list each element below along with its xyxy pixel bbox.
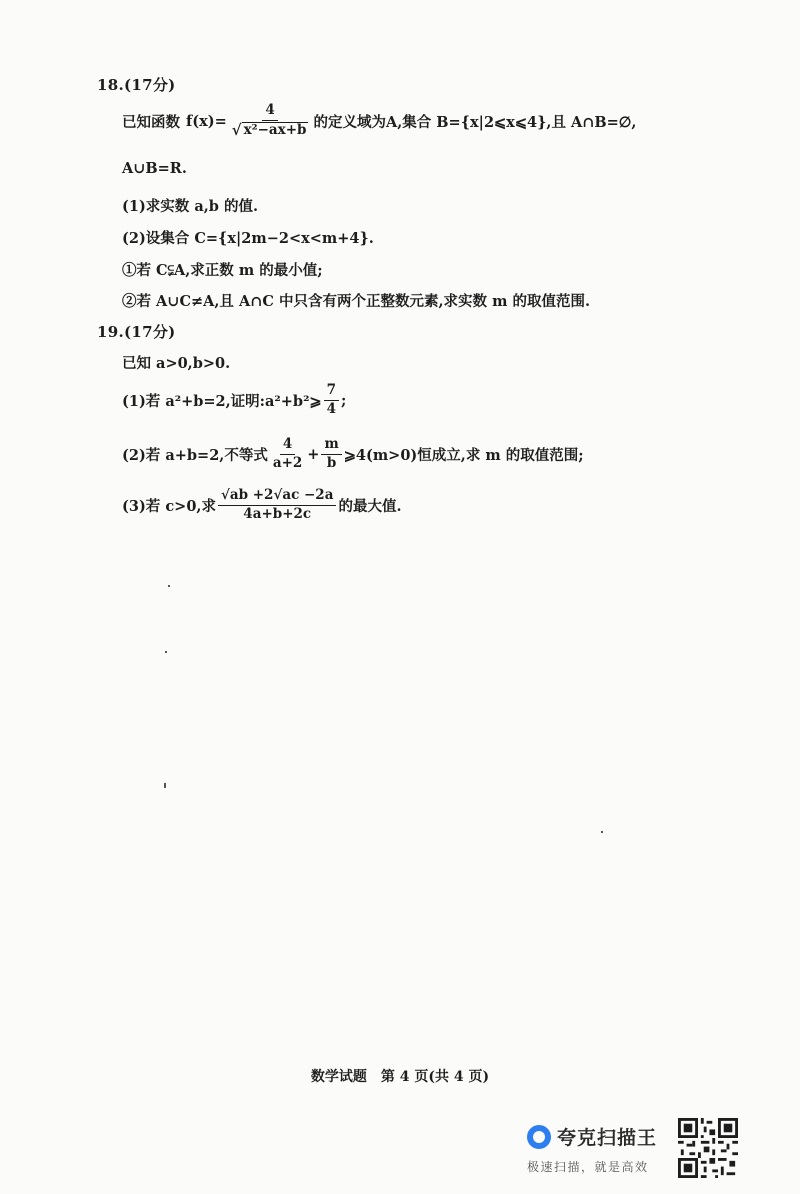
q19-part2-plus: + [307, 445, 320, 463]
quark-logo-icon [527, 1125, 551, 1149]
page-footer: 数学试题 第 4 页(共 4 页) [310, 1069, 490, 1085]
q18-part2-sub2: ②若 A∪C≠A,且 A∩C 中只含有两个正整数元素,求实数 m 的取值范围. [122, 293, 591, 310]
q19-part1 [122, 380, 346, 420]
q19-part3-end: 的最大值. [338, 497, 402, 515]
brand-tagline: 极速扫描，就是高效 [527, 1160, 649, 1174]
q18-radicand: x²−ax+b [243, 122, 307, 139]
q19-part2-text: (2)若 a+b=2,不等式 [122, 446, 268, 464]
q19-part1-den: 4 [326, 400, 336, 417]
scanner-watermark [525, 1120, 675, 1180]
q19-part1-num: 7 [324, 383, 339, 401]
sqrt-symbol: √ [231, 120, 242, 139]
q18-part1: (1)求实数 a,b 的值. [122, 198, 259, 215]
q19-part2-fraction2 [321, 437, 341, 471]
q19-part3 [122, 485, 402, 525]
q18-stem-line [122, 100, 636, 142]
q19-part3-den: 4a+b+2c [243, 505, 312, 522]
q18-stem-cont: A∪B=R. [122, 160, 187, 177]
scan-speck [601, 831, 603, 833]
q18-fraction-numerator: 4 [262, 103, 277, 121]
q19-part1-fraction [324, 383, 339, 417]
q18-part2-sub1: ①若 C⫋A,求正数 m 的最小值; [122, 262, 323, 279]
q18-fraction-denominator [229, 121, 312, 139]
q18-function: f(x)= [186, 112, 227, 130]
q19-part2-num2: m [321, 437, 341, 455]
q19-part2-den2: b [326, 454, 337, 471]
scan-speck [164, 783, 166, 788]
scan-speck [168, 585, 170, 587]
q19-part3-num: √ab +2√ac −2a [218, 488, 336, 506]
q19-part2 [122, 434, 584, 474]
scan-speck [165, 651, 167, 653]
q19-part1-end: ; [340, 391, 347, 409]
qr-code-icon [678, 1118, 738, 1178]
q19-part2-fraction1 [270, 437, 305, 471]
q19-heading: 19.(17分) [97, 323, 176, 341]
q19-given: 已知 a>0,b>0. [122, 355, 231, 372]
q19-part1-text: (1)若 a²+b=2,证明:a²+b²⩾ [122, 392, 322, 410]
q19-part2-num1: 4 [280, 437, 295, 455]
brand-name: 夸克扫描王 [557, 1127, 658, 1149]
q19-part3-fraction [218, 488, 336, 522]
q18-part2: (2)设集合 C={x|2m−2<x<m+4}. [122, 230, 374, 247]
q19-part2-den1: a+2 [272, 454, 303, 471]
q19-part2-end: ⩾4(m>0)恒成立,求 m 的取值范围; [343, 446, 584, 464]
q18-stem-prefix: 已知函数 [122, 113, 180, 131]
q18-stem-suffix: 的定义域为A,集合 B={x|2⩽x⩽4},且 A∩B=∅, [313, 113, 637, 131]
q19-part3-text: (3)若 c>0,求 [122, 497, 216, 515]
q18-heading: 18.(17分) [97, 76, 176, 94]
q18-fraction [229, 103, 312, 139]
